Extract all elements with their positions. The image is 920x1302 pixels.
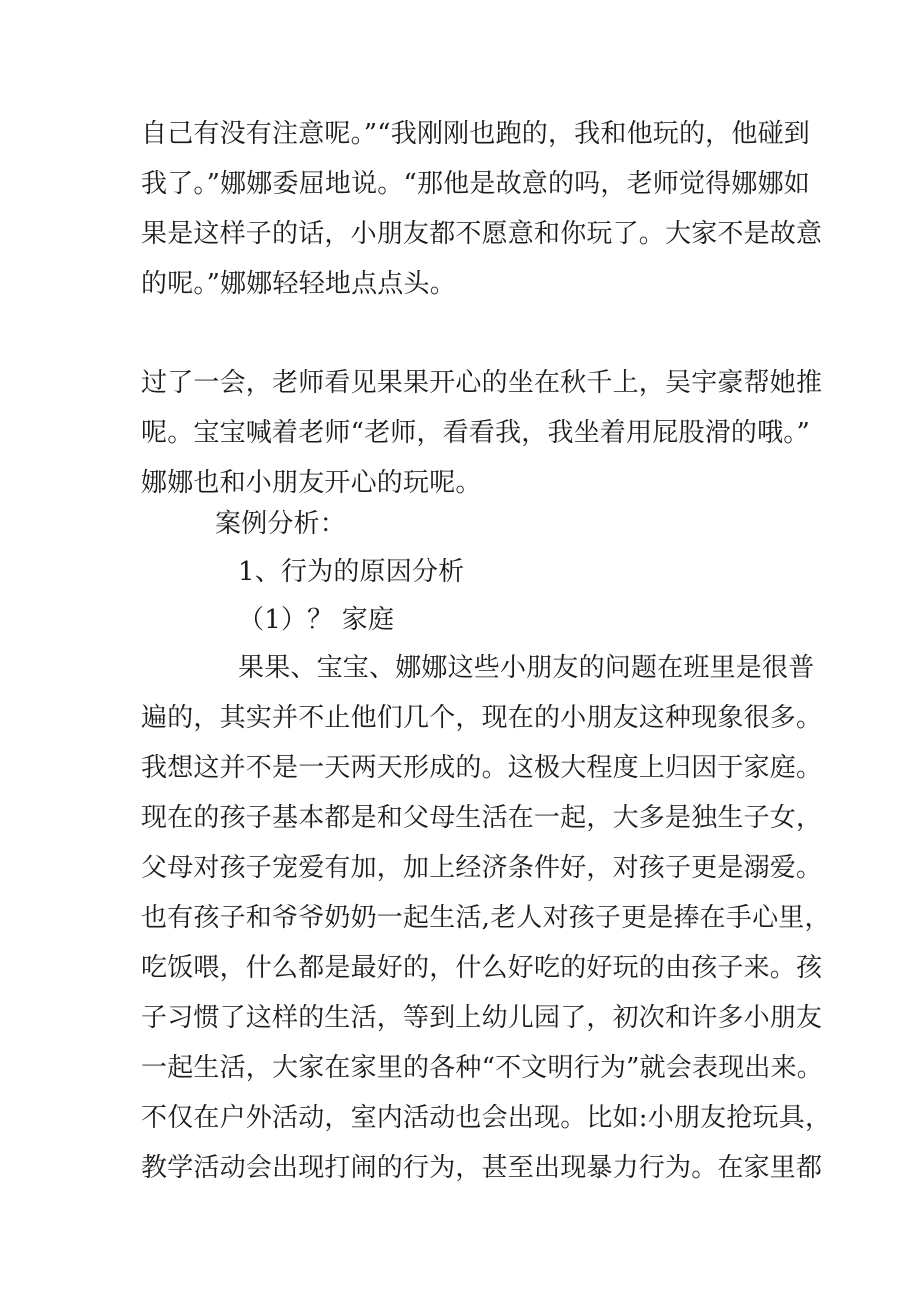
text-line: 不仅在户外活动，室内活动也会出现。比如:小朋友抢玩具， — [141, 1103, 832, 1133]
text-line: 子习惯了这样的生活，等到上幼儿园了，初次和许多小朋友 — [141, 1003, 823, 1033]
text-line: 现在的孩子基本都是和父母生活在一起，大多是独生子女， — [141, 803, 823, 833]
text-line: 我了。”娜娜委屈地说。“那他是故意的吗，老师觉得娜娜如 — [141, 169, 810, 199]
text-line: 我想这并不是一天两天形成的。这极大程度上归因于家庭。 — [141, 753, 823, 783]
text-line: 教学活动会出现打闹的行为，甚至出现暴力行为。在家里都 — [141, 1153, 823, 1183]
text-line: 也有孩子和爷爷奶奶一起生活,老人对孩子更是捧在手心里， — [141, 903, 831, 933]
text-line: 果是这样子的话，小朋友都不愿意和你玩了。大家不是故意 — [141, 219, 823, 249]
text-line: 父母对孩子宠爱有加，加上经济条件好，对孩子更是溺爱。 — [141, 853, 823, 883]
text-line: 遍的，其实并不止他们几个，现在的小朋友这种现象很多。 — [141, 703, 823, 733]
text-line: 呢。宝宝喊着老师“老师，看看我，我坐着用屁股滑的哦。” — [141, 418, 810, 448]
text-line: 自己有没有注意呢。”“我刚刚也跑的，我和他玩的，他碰到 — [141, 119, 810, 149]
text-line: 的呢。”娜娜轻轻地点点头。 — [141, 269, 456, 299]
heading-case-analysis: 案例分析： — [215, 509, 347, 539]
text-line: 果果、宝宝、娜娜这些小朋友的问题在班里是很普 — [238, 653, 815, 683]
heading-cause-analysis: 1、行为的原因分析 — [238, 557, 465, 587]
heading-family: （1）？ 家庭 — [238, 605, 395, 635]
text-line: 吃饭喂，什么都是最好的，什么好吃的好玩的由孩子来。孩 — [141, 953, 823, 983]
text-line: 一起生活，大家在家里的各种“不文明行为”就会表现出来。 — [141, 1053, 823, 1083]
text-line: 娜娜也和小朋友开心的玩呢。 — [141, 468, 482, 498]
text-line: 过了一会，老师看见果果开心的坐在秋千上，吴宇豪帮她推 — [141, 368, 823, 398]
